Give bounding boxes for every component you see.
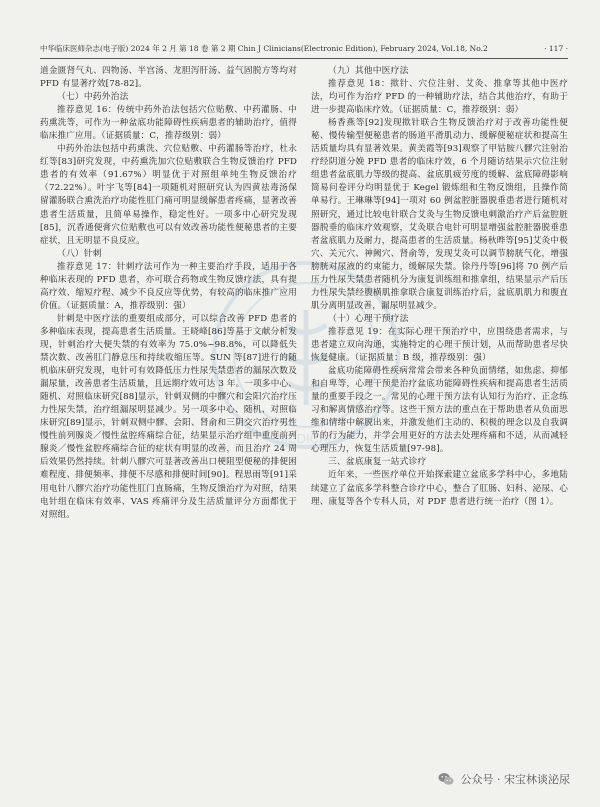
body-paragraph: 推荐意见 16：传统中药外治法包括穴位贴敷、中药灌肠、中药熏洗等，可作为一种盆底功能障碍性疾病患者的辅助治疗，值得临床推广应用。（证据质量：C，推荐级别：弱）: [40, 105, 297, 142]
svg-text:MEDICAL: MEDICAL: [277, 431, 335, 446]
section-heading: （十）心理干预疗法: [328, 313, 409, 324]
body-paragraph: 推荐意见 18：揿针、穴位注射、艾灸、推拿等其他中医疗法，均可作为治疗 PFD 的一种辅助疗法，结合其他治疗，有助于进一步提高临床疗效。（证据质量：C，推荐级别：弱）: [311, 79, 568, 116]
body-paragraph: 针刺是中医疗法的重要组成部分，可以综合改善 PFD 患者的多种临床表现，提高患者生活质量。王晓峰[86]等基于文献分析发现，针刺治疗大便失禁的有效率为 75.0%~98.8%，可以降低失禁次数、改善肛门静息压和持续收缩压等。SUN 等[87]进行的随机临床研究发现，电针可有效降低压力性尿失禁患者的漏尿次数及漏尿量，改善患者生活质量，且远期疗效可达 3 年。一项多中心、随机、对照临床研究[88]显示，针刺双侧的中髎穴和会阳穴治疗压力性尿失禁，治疗组漏尿明显减少。另一项多中心、随机、对照临床研究[89]显示，针刺双侧中髎、会阳、肾俞和三阴交穴治疗男性慢性前列腺炎／慢性盆腔疼痛综合征，结果显示治疗组中重度前列腺炎／慢性盆腔疼痛综合征的症状有明显的改善，而且治疗 24 周后效果仍然持续。针刺八髎穴可显著改善出口梗阻型便秘的排便困难程度、排便频率、排便不尽感和排便时间[90]。程思雨等[91]采用电针八髎穴治疗功能性肛门直肠痛，生物反馈治疗为对照，结果电针组在临床有效率、VAS 疼痛评分及生活质量评分方面都优于对照组。: [40, 313, 297, 520]
body-paragraph: 近年来，一些医疗单位开始探索建立盆底多学科中心，多地陆续建立了盆底多学科整合诊疗中心，整合了肛肠、妇科、泌尿、心理、康复等各个专科人员，对 PDF 患者进行统一治疗（图 1）。: [311, 470, 568, 507]
body-paragraph: 中药外治法包括中药熏洗、穴位贴敷、中药灌肠等治疗，杜永红等[83]研究发现，中药熏洗加穴位贴敷联合生物反馈治疗 PFD 患者的有效率（91.67%）明显优于对照组单纯生物反馈治疗（72.22%）。叶宇飞等[84]一项随机对照研究认为四黄祛毒汤保留灌肠联合熏洗治疗功能性肛门痛可明显缓解患者疼痛，显著改善患者生活质量，且简单易操作，稳定性好。一项多中心研究发现[85]，沉香通便膏穴位贴敷也可以有效改善功能性便秘患者的主要症状，且无明显不良反应。: [40, 144, 297, 246]
body-paragraph: 杨香燕等[92]发现揿针联合生物反馈治疗对于改善功能性便秘、慢传输型便秘患者的肠道平滑肌动力、缓解便秘症状和提高生活质量均具有显著效果。黄美霞等[93]观察了甲钴胺八髎穴注射治疗经阴道分娩 PFD 患者的临床疗效，6 个月随访结果示穴位注射组患者盆底肌力等级的提高、盆底肌疲劳度的缓解、盆底障碍影响简易问卷评分均明显优于 Kegel 锻炼组和生物反馈组，且操作简单易行。王琳琳等[94]一项对 60 例盆腔脏器脱垂患者进行随机对照研究，通过比较电针联合艾灸与生物反馈电刺激治疗产后盆腔脏器脱垂的临床疗效观察，艾灸联合电针可明显增强盆腔脏器脱垂患者盆底肌力及耐力，提高患者的生活质量。杨秋晔等[95]艾灸中极穴、关元穴、神阙穴、肾俞等，发现艾灸可以调节膀胱气化，增强膀胱对尿液的约束能力，缓解尿失禁。徐丹丹等[96]将 70 例产后压力性尿失禁患者随机分为康复训练组和推拿组，结果显示产后压力性尿失禁经腹横肌推拿联合康复训练治疗后，盆底肌肌力和腹直肌分离明显改善，漏尿明显减少。: [311, 118, 568, 311]
left-column: [40, 65, 297, 522]
section-heading: （八）针刺: [57, 248, 102, 259]
section-heading: 三、盆底康复一站式诊疗: [328, 457, 427, 468]
body-paragraph: 推荐意见 19：在实际心理干预治疗中，应围绕患者需求，与患者建立双向沟通，实施特定的心理干预计划，从而帮助患者尽快恢复健康。（证据质量：B 级，推荐级别：强）: [311, 326, 568, 364]
running-header: [40, 42, 568, 56]
section-heading: （七）中药外治法: [57, 92, 129, 103]
wechat-footer: [437, 768, 571, 790]
body-paragraph: 盆底功能障碍性疾病常常会带来各种负面情绪，如焦虑、抑郁和自卑等，心理干预是治疗盆底功能障碍性疾病和提高患者生活质量的重要手段之一。常见的心理干预方法有认知行为治疗、正念练习和解离情感治疗等。这些干预方法的重点在于帮助患者从负面思维和情绪中解脱出来，并激发他们主动的、积极的理念以及自我调节的行为能力，并学会用更好的方法去处理疼痛和不适，从而减轻心理压力，恢复生活质量[97-98]。: [311, 366, 568, 455]
header-rule: [40, 58, 568, 59]
footer-account: 宋宝林谈泌尿: [504, 773, 570, 786]
right-column: [311, 65, 568, 509]
section-heading: （九）其他中医疗法: [328, 66, 409, 76]
wechat-icon: [437, 770, 455, 788]
page-number: · 117 ·: [544, 44, 568, 53]
footer-prefix: 公众号 ·: [460, 773, 501, 786]
journal-citation: 中华临床医师杂志(电子版) 2024 年 2 月 第 18 卷 第 2 期 Chin J Clinicians(Electronic Edition), February 2024, Vol.18, No.2: [40, 44, 488, 53]
body-paragraph: 推荐意见 17：针刺疗法可作为一种主要治疗手段，适用于各种临床表现的 PFD 患者，亦可联合药物或生物反馈疗法，具有提高疗效、缩短疗程、减少不良反应等优势，有较高的临床推广应用价值。（证据质量：A，推荐级别：强）: [40, 261, 297, 311]
body-paragraph: 道金匮肾气丸、四物汤、半宫汤、龙胆泻肝汤、益气固脱方等均对 PFD 有显著疗效[78-82]。: [40, 66, 297, 90]
